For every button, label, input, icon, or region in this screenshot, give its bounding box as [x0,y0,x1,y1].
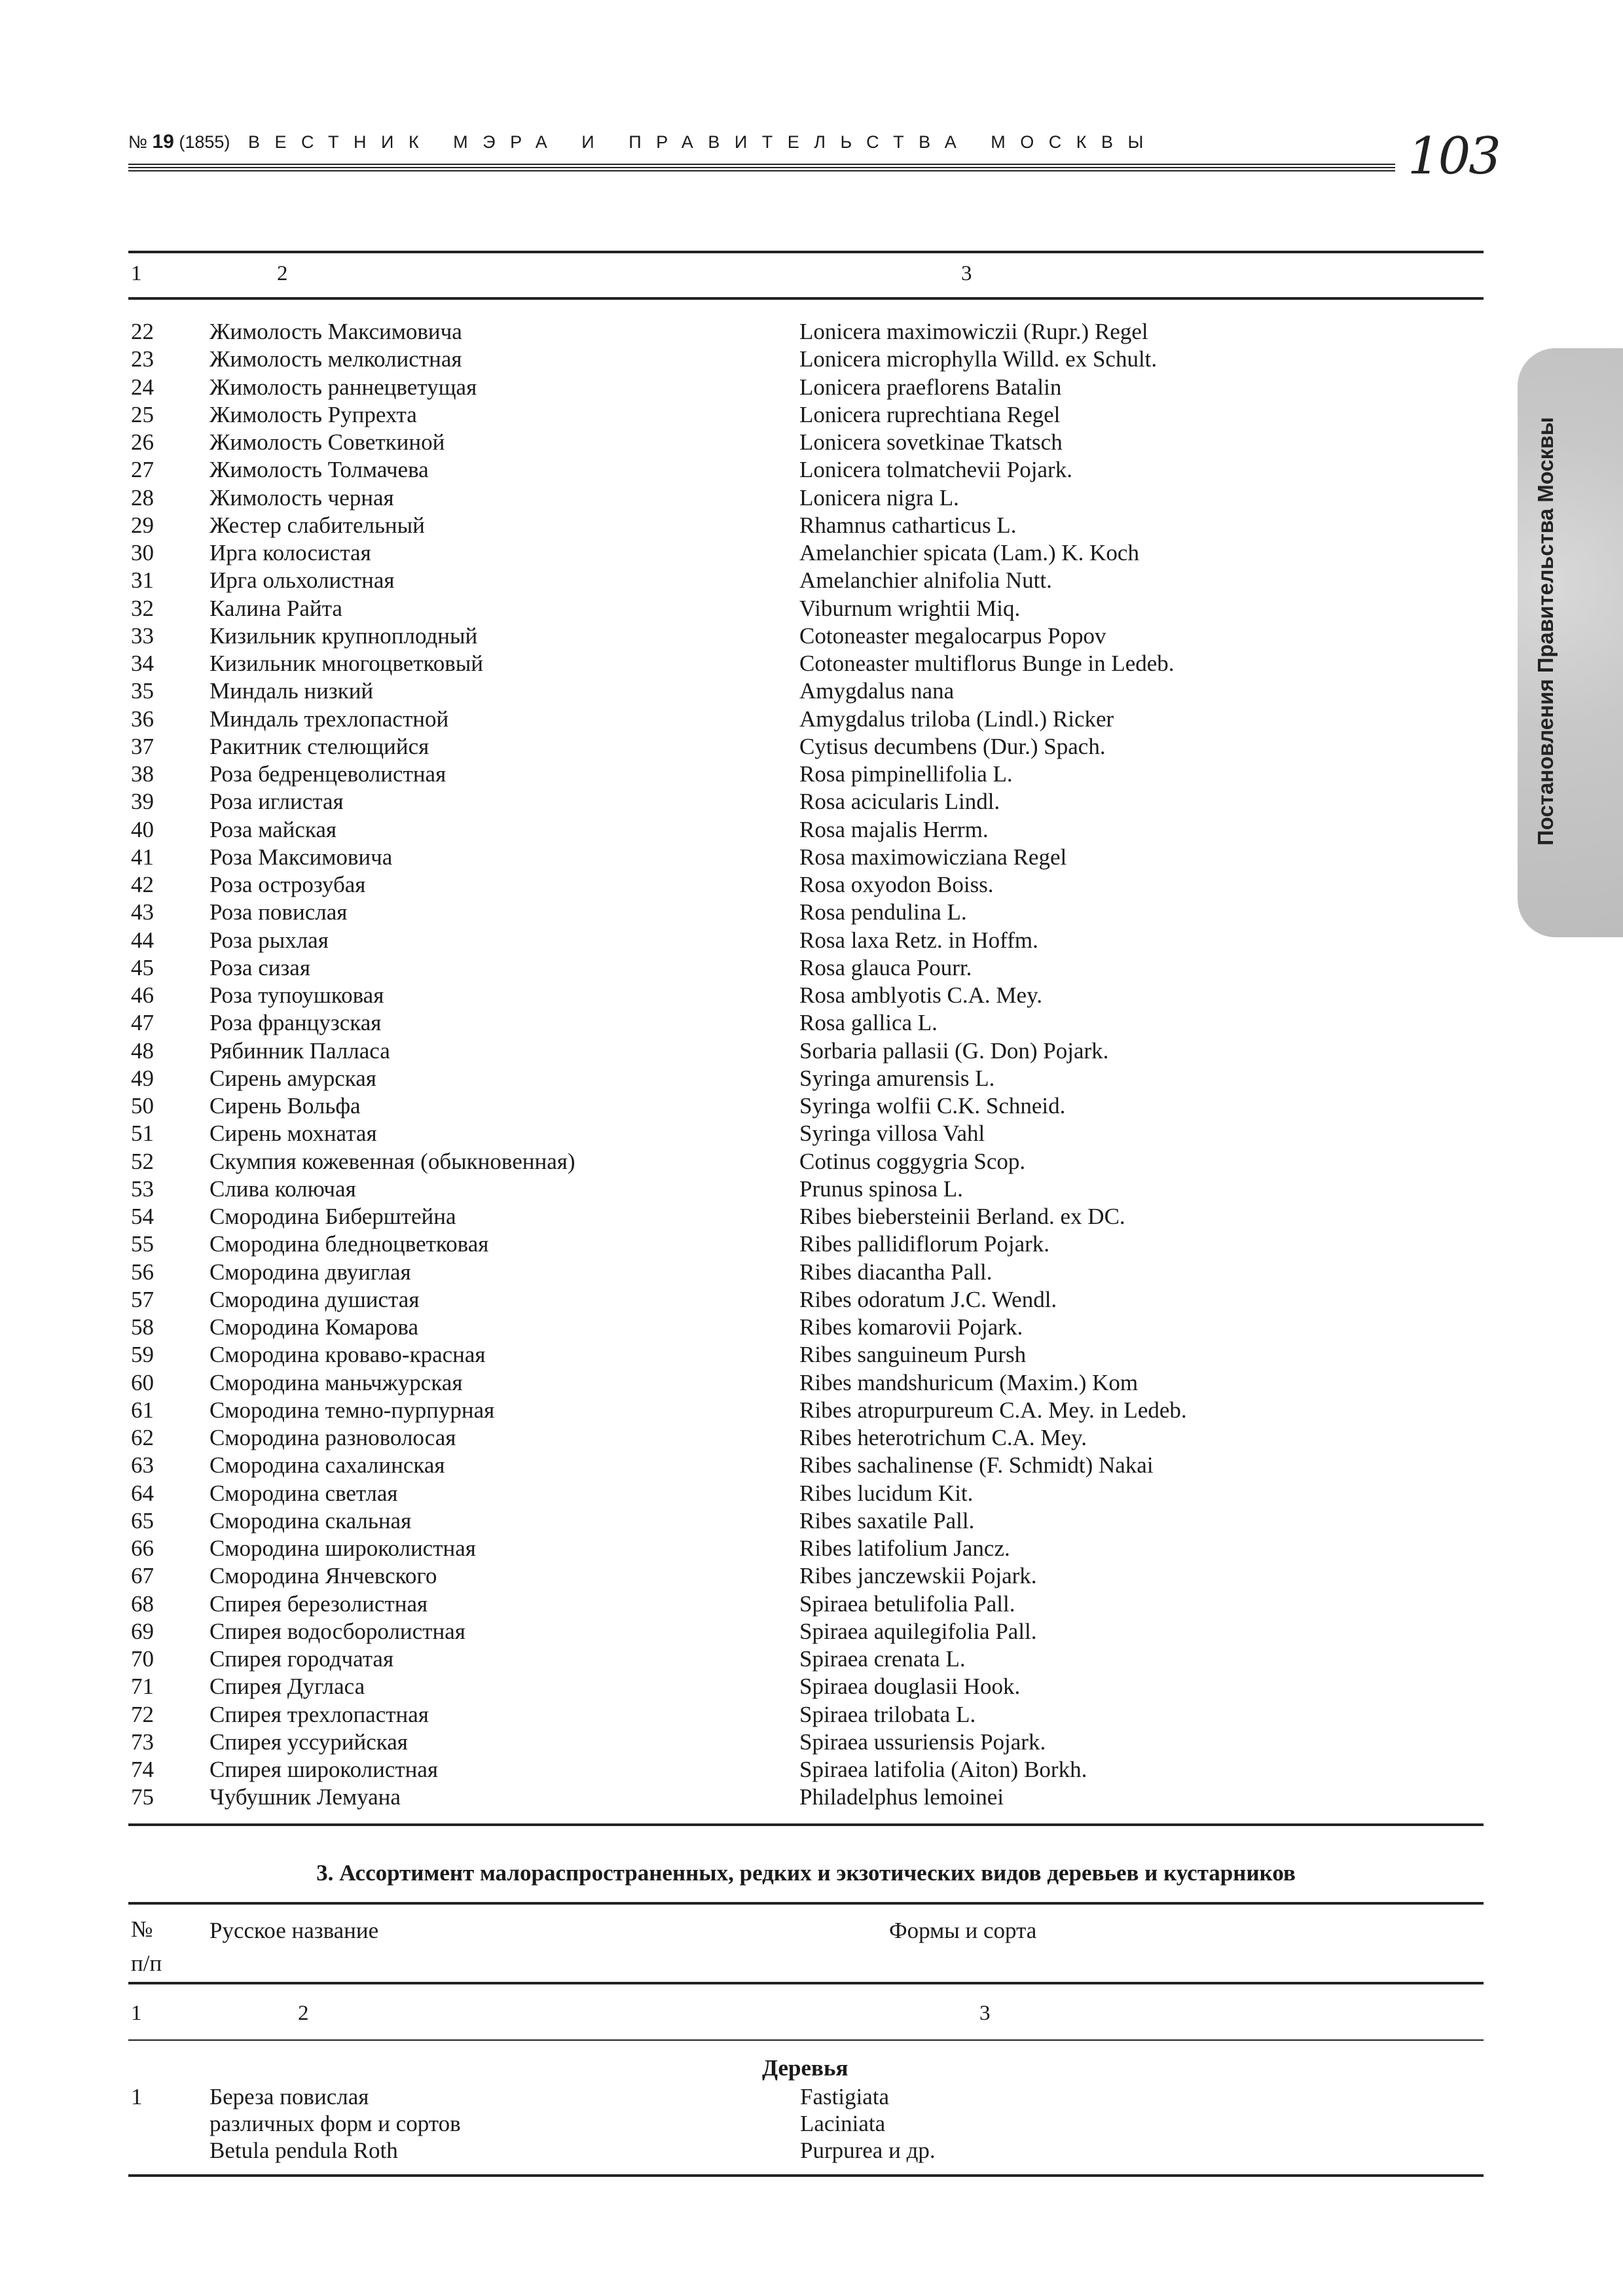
row-number: 41 [131,844,154,870]
latin-name: Lonicera sovetkinae Tkatsch [799,429,1063,455]
table-row [128,1314,1484,1341]
row-number: 36 [131,706,154,732]
table-row [128,1701,1484,1729]
latin-name: Spiraea trilobata L. [799,1701,976,1727]
row-number: 43 [131,899,154,925]
row-number: 47 [131,1010,154,1036]
russian-name: Роза повислая [210,899,348,925]
row-number: 25 [131,401,154,427]
row-number: 64 [131,1480,154,1506]
page-number: 103 [1408,127,1499,186]
subheading-trees: Деревья [762,2055,848,2081]
row-number: 34 [131,651,154,676]
russian-name: Смородина широколистная [210,1535,476,1561]
russian-name: Жимолость Рупрехта [210,401,417,427]
russian-name: Жестер слабительный [210,512,425,538]
table-row [128,1203,1484,1230]
latin-name: Rosa acicularis Lindl. [799,789,1000,815]
russian-name: Роза майская [210,816,337,842]
latin-name: Rosa gallica L. [799,1010,938,1036]
table1-bottom-rule [128,1823,1484,1826]
latin-name: Ribes sachalinense (F. Schmidt) Nakai [799,1452,1154,1479]
issue-prefix: № [128,132,147,152]
russian-name: Сирень Вольфа [210,1093,361,1119]
table-row [128,1645,1484,1673]
latin-name: Spiraea betulifolia Pall. [799,1590,1015,1617]
russian-name: Смородина темно-пурпурная [210,1397,495,1423]
latin-name: Rosa oxyodon Boiss. [799,872,994,897]
latin-name: Syringa amurensis L. [799,1065,995,1091]
latin-name: Ribes biebersteinii Berland. ex DC. [799,1204,1125,1229]
latin-name: Sorbaria pallasii (G. Don) Pojark. [799,1037,1109,1064]
table-row [128,706,1484,733]
russian-name: Рябинник Палласа [210,1037,390,1064]
russian-name: Смородина кроваво-красная [210,1342,486,1368]
russian-name: Смородина маньчжурская [210,1369,463,1395]
row-number: 54 [131,1204,154,1229]
table-row [128,484,1484,512]
russian-name: Кизильник крупноплодный [210,622,478,649]
table-row [128,1590,1484,1618]
row-number: 69 [131,1618,154,1644]
table-row [128,788,1484,816]
row-number: 35 [131,678,154,704]
row-number: 48 [131,1037,154,1064]
row-number: 51 [131,1121,154,1147]
table-row [128,1562,1484,1590]
table2-header-forms: Формы и сорта [889,1918,1037,1943]
table2-header-num-2: п/п [131,1950,162,1976]
table1-colnum-2: 2 [277,262,288,285]
header-rules [128,164,1395,173]
table-row [128,1756,1484,1784]
latin-name: Ribes lucidum Kit. [799,1480,974,1506]
russian-name: Смородина душистая [210,1286,420,1312]
table-row [128,456,1484,484]
russian-name: Смородина сахалинская [210,1452,445,1479]
row-number: 71 [131,1674,154,1700]
row-number: 37 [131,733,154,759]
table2-colnum-1: 1 [131,2001,142,2025]
row-number: 38 [131,761,154,787]
row-number: 33 [131,622,154,649]
row-number: 74 [131,1757,154,1782]
table1-colnum-1: 1 [131,262,142,285]
row-number: 53 [131,1175,154,1202]
table2-bottom-rule [128,2174,1484,2177]
table-row [128,1618,1484,1645]
russian-name: Спирея трехлопастная [210,1701,429,1727]
row-number: 70 [131,1646,154,1672]
table1-top-rule [128,251,1484,253]
russian-name: Смородина скальная [210,1507,412,1534]
table-row [128,1341,1484,1369]
table2-top-rule [128,1902,1484,1905]
table-row [128,1369,1484,1397]
table2-row-ru-line-3: Betula pendula Roth [210,2138,398,2163]
row-number: 57 [131,1286,154,1312]
table2-row-form-2: Laciniata [800,2111,886,2136]
latin-name: Prunus spinosa L. [799,1175,963,1202]
russian-name: Скумпия кожевенная (обыкновенная) [210,1148,575,1174]
latin-name: Rosa laxa Retz. in Hoffm. [799,927,1038,953]
row-number: 39 [131,789,154,815]
russian-name: Роза французская [210,1010,382,1036]
russian-name: Жимолость черная [210,484,394,511]
table-row [128,1784,1484,1811]
latin-name: Rosa pimpinellifolia L. [799,761,1013,787]
row-number: 32 [131,595,154,621]
table-row [128,1037,1484,1065]
page-header [128,127,1499,186]
russian-name: Жимолость Максимовича [210,319,462,344]
russian-name: Чубушник Лемуана [210,1784,401,1810]
russian-name: Смородина бледноцветковая [210,1231,489,1257]
table-row [128,1535,1484,1562]
table-row [128,1424,1484,1452]
row-number: 65 [131,1507,154,1534]
table-row [128,1480,1484,1507]
table2-colnum-2: 2 [298,2001,309,2025]
latin-name: Amygdalus nana [799,678,955,704]
russian-name: Спирея городчатая [210,1646,394,1672]
table-row [128,346,1484,373]
table-row [128,539,1484,567]
latin-name: Lonicera nigra L. [799,484,959,511]
russian-name: Роза тупоушковая [210,982,384,1008]
latin-name: Spiraea douglasii Hook. [799,1674,1021,1700]
row-number: 28 [131,484,154,511]
row-number: 46 [131,982,154,1008]
russian-name: Роза Максимовича [210,844,393,870]
latin-name: Amelanchier alnifolia Nutt. [799,567,1052,594]
russian-name: Смородина Биберштейна [210,1204,456,1229]
table1-body [128,318,1484,1812]
side-tab-label: Постановления Правительства Москвы [1533,417,1558,846]
table-row [128,1452,1484,1479]
latin-name: Rhamnus catharticus L. [799,512,1017,538]
latin-name: Cotinus coggygria Scop. [799,1148,1026,1174]
row-number: 22 [131,319,154,344]
latin-name: Lonicera tolmatchevii Pojark. [799,457,1072,483]
table-row [128,871,1484,899]
russian-name: Ракитник стелющийся [210,733,429,759]
latin-name: Spiraea crenata L. [799,1646,966,1672]
table-row [128,1092,1484,1120]
table-row [128,1259,1484,1286]
russian-name: Роза рыхлая [210,927,329,953]
latin-name: Rosa maximowicziana Regel [799,844,1067,870]
row-number: 24 [131,374,154,400]
row-number: 61 [131,1397,154,1423]
russian-name: Роза сизая [210,954,310,980]
latin-name: Ribes diacantha Pall. [799,1259,993,1285]
russian-name: Спирея березолистная [210,1590,428,1617]
table-row [128,954,1484,982]
row-number: 67 [131,1563,154,1589]
latin-name: Amelanchier spicata (Lam.) K. Koch [799,540,1139,565]
latin-name: Ribes komarovii Pojark. [799,1314,1023,1340]
table-row [128,401,1484,429]
table2-row-ru-line-2: различных форм и сортов [210,2111,461,2136]
latin-name: Philadelphus lemoinei [799,1784,1004,1810]
latin-name: Rosa glauca Pourr. [799,954,972,980]
issue-extra: (1855) [179,132,230,152]
row-number: 31 [131,567,154,594]
table-row [128,1009,1484,1037]
latin-name: Rosa amblyotis C.A. Mey. [799,982,1043,1008]
russian-name: Жимолость раннецветущая [210,374,477,400]
latin-name: Ribes janczewskii Pojark. [799,1563,1037,1589]
journal-title: ВЕСТНИК МЭРА И ПРАВИТЕЛЬСТВА МОСКВЫ [247,132,1158,152]
table-row [128,899,1484,926]
issue-number: 19 [152,131,174,152]
table-row [128,1673,1484,1700]
russian-name: Спирея уссурийская [210,1729,408,1755]
russian-name: Смородина двуиглая [210,1259,411,1285]
row-number: 56 [131,1259,154,1285]
table-row [128,374,1484,401]
russian-name: Калина Райта [210,595,342,621]
row-number: 63 [131,1452,154,1479]
latin-name: Ribes saxatile Pall. [799,1507,975,1534]
row-number: 30 [131,540,154,565]
table-row [128,318,1484,346]
russian-name: Миндаль трехлопастной [210,706,449,732]
table2-row-ru-line-1: Береза повислая [210,2084,369,2109]
row-number: 29 [131,512,154,538]
latin-name: Syringa villosa Vahl [799,1121,985,1147]
table-row [128,1286,1484,1314]
russian-name: Ирга ольхолистная [210,567,395,594]
latin-name: Ribes odoratum J.C. Wendl. [799,1286,1057,1312]
table-row [128,982,1484,1009]
row-number: 68 [131,1590,154,1617]
table-row [128,567,1484,594]
russian-name: Слива колючая [210,1175,356,1202]
russian-name: Роза острозубая [210,872,366,897]
table-row [128,1175,1484,1203]
row-number: 27 [131,457,154,483]
table-row [128,622,1484,650]
latin-name: Cotoneaster megalocarpus Popov [799,622,1106,649]
latin-name: Ribes heterotrichum C.A. Mey. [799,1425,1087,1450]
latin-name: Spiraea latifolia (Aiton) Borkh. [799,1757,1087,1782]
row-number: 50 [131,1093,154,1119]
russian-name: Миндаль низкий [210,678,374,704]
row-number: 62 [131,1425,154,1450]
latin-name: Lonicera praeflorens Batalin [799,374,1062,400]
table-row [128,1729,1484,1756]
row-number: 26 [131,429,154,455]
table-row [128,650,1484,677]
table-row [128,677,1484,705]
russian-name: Сирень мохнатая [210,1121,377,1147]
row-number: 23 [131,346,154,372]
table2-row-num: 1 [131,2084,143,2109]
russian-name: Спирея широколистная [210,1757,439,1782]
latin-name: Lonicera ruprechtiana Regel [799,401,1061,427]
row-number: 55 [131,1231,154,1257]
row-number: 66 [131,1535,154,1561]
russian-name: Ирга колосистая [210,540,371,565]
latin-name: Cytisus decumbens (Dur.) Spach. [799,733,1106,759]
row-number: 42 [131,872,154,897]
russian-name: Спирея Дугласа [210,1674,365,1700]
latin-name: Ribes latifolium Jancz. [799,1535,1010,1561]
row-number: 59 [131,1342,154,1368]
table1-colnum-3: 3 [961,262,972,285]
table2-colnum-rule [128,2039,1484,2041]
table-row [128,1397,1484,1424]
russian-name: Роза бедренцеволистная [210,761,447,787]
row-number: 49 [131,1065,154,1091]
russian-name: Сирень амурская [210,1065,376,1091]
row-number: 72 [131,1701,154,1727]
latin-name: Rosa pendulina L. [799,899,967,925]
table2-header-num-1: № [131,1916,153,1942]
table-row [128,844,1484,871]
table-row [128,927,1484,954]
table-row [128,1120,1484,1147]
table2-header-ru: Русское название [210,1918,379,1943]
table2-row-form-3: Purpurea и др. [800,2138,936,2163]
row-number: 40 [131,816,154,842]
row-number: 52 [131,1148,154,1174]
row-number: 45 [131,954,154,980]
row-number: 58 [131,1314,154,1340]
latin-name: Syringa wolfii C.K. Schneid. [799,1093,1066,1119]
russian-name: Кизильник многоцветковый [210,651,484,676]
latin-name: Ribes mandshuricum (Maxim.) Kom [799,1369,1139,1395]
table1-header-rule [128,297,1484,300]
table2-header-rule [128,1982,1484,1984]
table-row [128,816,1484,844]
latin-name: Cotoneaster multiflorus Bunge in Ledeb. [799,651,1175,676]
latin-name: Spiraea aquilegifolia Pall. [799,1618,1037,1644]
russian-name: Роза иглистая [210,789,344,815]
table-row [128,429,1484,456]
table-row [128,1148,1484,1175]
latin-name: Lonicera microphylla Willd. ex Schult. [799,346,1158,372]
russian-name: Жимолость Советкиной [210,429,445,455]
latin-name: Lonicera maximowiczii (Rupr.) Regel [799,319,1148,344]
latin-name: Ribes sanguineum Pursh [799,1342,1027,1368]
latin-name: Ribes pallidiflorum Pojark. [799,1231,1050,1257]
table2-colnum-3: 3 [979,2001,991,2025]
latin-name: Spiraea ussuriensis Pojark. [799,1729,1046,1755]
row-number: 73 [131,1729,154,1755]
latin-name: Viburnum wrightii Miq. [799,595,1021,621]
russian-name: Жимолость мелколистная [210,346,462,372]
latin-name: Ribes atropurpureum C.A. Mey. in Ledeb. [799,1397,1187,1423]
table-row [128,733,1484,761]
russian-name: Смородина разноволосая [210,1425,456,1450]
russian-name: Смородина Янчевского [210,1563,437,1589]
russian-name: Спирея водосборолистная [210,1618,465,1644]
russian-name: Смородина светлая [210,1480,398,1506]
journal-header-line [128,131,1158,153]
row-number: 75 [131,1784,154,1810]
latin-name: Amygdalus triloba (Lindl.) Ricker [799,706,1114,732]
table-row [128,1065,1484,1092]
russian-name: Жимолость Толмачева [210,457,429,483]
table-row [128,1230,1484,1258]
row-number: 44 [131,927,154,953]
table2-row-form-1: Fastigiata [800,2084,890,2109]
table-row [128,761,1484,788]
section-3-title: 3. Ассортимент малораспространенных, редких и экзотических видов деревьев и кустарников [316,1860,1296,1886]
latin-name: Rosa majalis Herrm. [799,816,989,842]
row-number: 60 [131,1369,154,1395]
table-row [128,512,1484,539]
table-row [128,1507,1484,1535]
table-row [128,595,1484,622]
russian-name: Смородина Комарова [210,1314,419,1340]
